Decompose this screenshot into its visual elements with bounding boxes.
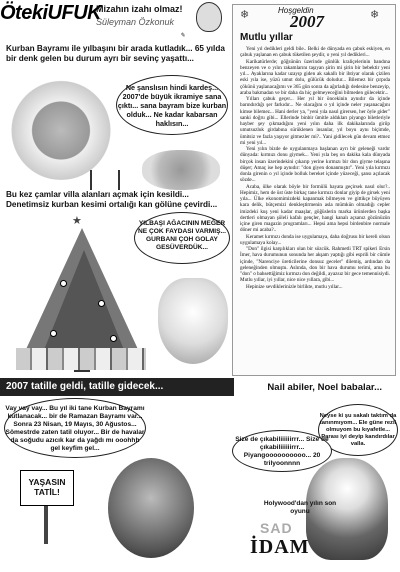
holiday-speech-bubble: Vay vay vay... Bu yıl iki tane Kurban Bayramı kutlanacak... bir de Ramazan Bayramı var... Sonra 23 Nisan, 19 Mayıs, 30 Ağustos... Sömestrde zaten tatil oluyor... Bir de havalar da soğudu azıcık kar da yağdı mı ooohhh gel keyfim gel...: [4, 398, 146, 458]
welcome-text: Hoşgeldin: [278, 6, 314, 15]
sad-title: SAD: [260, 520, 293, 536]
protest-sign: YAŞASIN TATİL!: [20, 470, 74, 506]
band-title: 2007 tatille geldi, tatille gidecek...: [6, 381, 164, 392]
idam-title: İDAM: [250, 536, 310, 558]
snowflake-icon: ❄: [240, 9, 250, 21]
santa-headline: Nail abiler, Noel babalar...: [267, 382, 382, 393]
paragraph: Yeni yıl dedikleri geldi bile.. Belki de dünyada en çabuk eskiyen, en çabuk yaşlanan en çabuk tüketilen şeydir, o yeni yıl dedikleri...: [240, 46, 390, 59]
paragraph: Karikatürlerde; göğsünün üzerinde günlük kraliçelerinin bandına benzeyen ve o yılın rakamlarını taşıyan şirin mi şirin bir bebektir yeni yıl... Ayaklarına kadar uzayıp giden ak sakallı bir ihtiyar olarak çizilen eski yıla ise, yüzü umut dolu, gülücük doludur... Bilemez bir çırpıda çökünü yaşlanacağımı ve 365 gün sonra da ağırladığı dedesine benzeyip, araba bakmadan ve bir daha da hiç gelmeyeceğini bilmeden gülecektir...: [240, 58, 390, 96]
ornament-icon: [50, 330, 57, 337]
gift-boxes: [16, 348, 146, 370]
christmas-tree-inner: [40, 250, 128, 360]
lottery-speech-bubble: Size de çıkabiliiiiiirrr... Size de çıkabiliiiiiirrr... Piyangoooooooooo... 20 trilyoonnnn: [232, 430, 332, 472]
tagline: Mizahın izahı olmaz!: [96, 4, 183, 14]
paragraph: Keramet kırmızı donda ise uygulamaya, daha doğrusu bir kereli olsun uygulamaya kolay...: [240, 233, 390, 246]
ornament-icon: [98, 300, 105, 307]
author-portrait: [196, 2, 222, 32]
headline-camlar: Bu kez çamlar villa alanları açmak için kesildi... Denetimsiz kurban kesimi ortalığı kan gölüne çevirdi...: [6, 190, 218, 209]
ornament-icon: [110, 335, 117, 342]
logo: ÖtekiUFUK: [0, 2, 102, 24]
editorial-title: Mutlu yıllar: [240, 32, 293, 43]
turkey-illustration: [6, 70, 116, 180]
goose-illustration: [158, 278, 228, 364]
turkey-speech-bubble: Ne şanslısın hindi kardeş... 2007'de büyük ikramiye sana çıktı... sana bayram bize kurban olduk... Ne kadar kabarsan haklısın...: [116, 75, 228, 135]
paragraph: Yılları çabuk geçer... Her yıl bir öncekinin aynıdır da içinde barındırdığı şer farkıdır... Ne olacağını o yıl içinde neler yaşanacağını kimse bilemez... Hani derler ya, "yeni yıla nasıl girersen, her öyle gider" sanki doğru gibi... Ellerinde binbir ümitle aldıkları piyango biletleriyle hayber şey çıkmadığını yeni yılın daha ilk dakikalarında giriip umutsuzluk girdabına sürüklenen insanlar, yıl boyu aynı biçimde, ümitsiz ve fazla yaşıyor gitmezler mi?.. Yani gidilecek gün devam etmez mi yeni yıl...: [240, 96, 390, 146]
celebrity-photo: [108, 458, 194, 558]
ornament-icon: [60, 280, 67, 287]
paragraph: Acaba, ülke olarak böyle bir formülü hayata geçirsek nasıl olur?.. Hepimiz, hem de üst üste birkaç tane kırmızı donlar giyip de girsek yeni yıla... Ülke ekonomimizdeki kapanmak bilmeyen ve gittikçe büyüyen kara delik, bütçemizi denkleştirmenin asla mümkün olmadığı cepler imizdeki kuş yeni kadar maaşlar, göğüslerin marka ürünlerden başka dertleri olmayan şöleli kafalı gençler, hangi kanalı açsanız gözünüzün içine giren magazin programları... Hepsi ama hepsi birdenbire normale döner mi acaba?..: [240, 183, 390, 234]
santa-thought-bubble: Neyse ki şu sakalı taktım da tanınmıyom... Ele güne rezil olmuyom bu kıyafetle... Parası iyi deyip kandırdılar valla.: [318, 404, 398, 456]
sheep-illustration: [142, 150, 220, 190]
tree-speech-bubble: YILBAŞI AĞACININ MEĞER NE ÇOK FAYDASI VARMIŞ... GURBANI ÇOH GOLAY GESÜVERDÜK...: [134, 212, 230, 264]
signature-icon: ✎: [180, 33, 186, 39]
editorial-body: [240, 46, 390, 290]
star-icon: ★: [72, 215, 82, 227]
turkey-legs: [90, 170, 120, 190]
paragraph: Yeni yılın bizde de uygulanmaya başlanan ayrı bir geleneği vardır dünyada: kırmızı donu giymek... Yeni yıla beş on dakika kala dünyada birçok insan üzerindekini çıkarıp yerine kırmızı bir don giyme telaşına düşer; Amaç ise hep aynıdır: "don giyen donanmıştır". Yeni yıla kırmızı donla girenin o yıl içinde bolluk bereket içinde yüzeceği, şansı açılacak sözde...: [240, 146, 390, 184]
headline-bayram: Kurban Bayramı ile yılbaşını bir arada kutladık... 65 yılda bir denk gelen bu durum ayrı bir sevinç yaşattı...: [6, 44, 225, 63]
hollywood-caption: Holywood'dan yılın son oyunu: [263, 500, 337, 515]
snowflake-icon: ❄: [370, 9, 380, 21]
paragraph: Hepinize sevdiklerinizle birlikte, mutlu yıllar...: [246, 283, 343, 290]
author-name: Süleyman Özkonuk: [96, 17, 175, 27]
sign-pole: [44, 506, 48, 544]
year-title: 2007: [290, 12, 324, 31]
paragraph: "Don" ilgisi karşılıkları olan bir sözcük. Rahmetli TRT spikeri Ersin İmer, hava durumunun sonunda her akşam yaptığı gibi esprili bir cümle içinde, "Narenciye üreticilerine donsuz geceler" dilemiş, ardından da geleneğinden olmuştu. Aslında, don bir hava durumu terimi, ama bu "don" o bahsettiğimiz kırmızı don değildi, ayazsız bir gece temennisiydi. Mutlu yıllar, iyi yıllar, nice nice yıllara, gibi...: [240, 246, 390, 284]
